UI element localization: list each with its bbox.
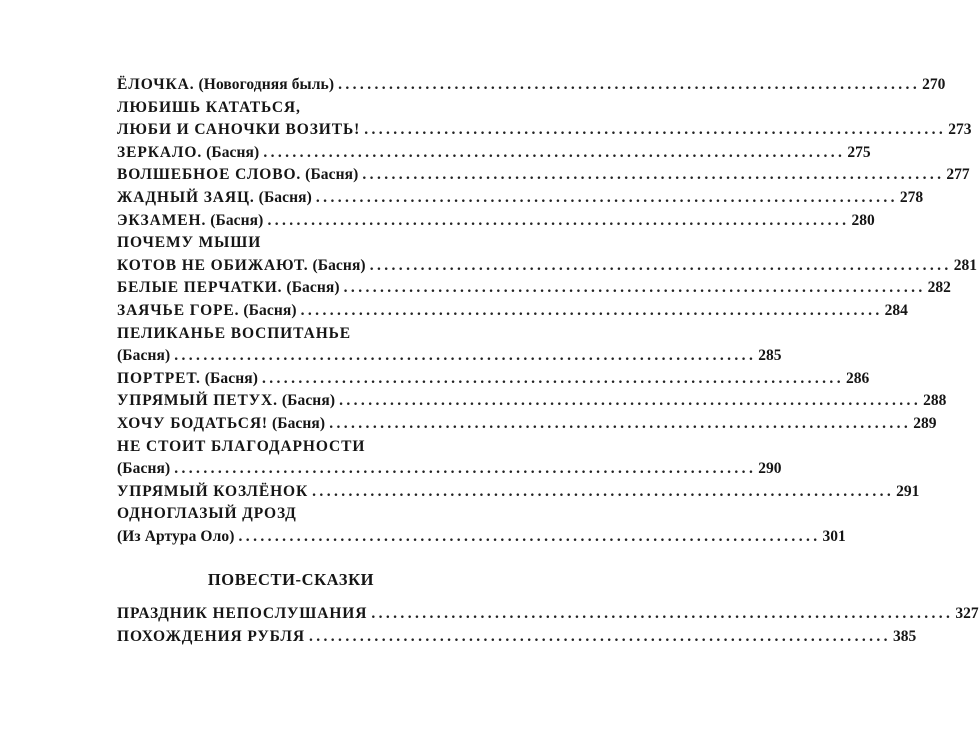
entry-subtitle: (Новогодняя быль) [194, 76, 335, 93]
entry-title: ЛЮБИ И САНОЧКИ ВОЗИТЬ! [117, 121, 361, 139]
entry-title: ПОРТРЕТ. [117, 369, 201, 387]
toc-line [117, 626, 917, 649]
page-number: 327 [955, 605, 979, 622]
entry-title: ЗЕРКАЛО. [117, 143, 203, 161]
page-number: 301 [822, 527, 846, 545]
toc-line [117, 255, 977, 278]
entry-title: ПОХОЖДЕНИЯ РУБЛЯ [117, 627, 305, 645]
toc-line [117, 164, 970, 187]
dot-leader: ................................................................................ [362, 166, 945, 184]
page-number: 270 [922, 76, 946, 93]
entry-title: КОТОВ НЕ ОБИЖАЮТ. [117, 256, 309, 274]
entry-subtitle: (Басня) [117, 347, 171, 365]
page-number: 282 [927, 279, 951, 297]
dot-leader: ................................................................................ [267, 211, 850, 229]
page-number: 277 [946, 166, 970, 184]
toc-entry[interactable] [117, 436, 782, 481]
toc-entry[interactable] [117, 503, 846, 548]
toc-line [117, 232, 465, 255]
toc-line [117, 300, 908, 323]
toc-fables [117, 74, 977, 548]
page-number: 291 [896, 482, 920, 500]
toc-entry[interactable] [117, 603, 979, 626]
page-number: 278 [899, 188, 924, 206]
page-number: 273 [948, 121, 972, 139]
toc-entry[interactable] [117, 210, 875, 233]
entry-subtitle: (Басня) [282, 279, 340, 297]
toc-line [117, 458, 782, 481]
toc-entry[interactable] [117, 413, 937, 436]
toc-entry[interactable] [117, 232, 977, 277]
toc-line [117, 390, 947, 413]
toc-entry[interactable] [117, 142, 871, 165]
toc-line [117, 481, 920, 504]
entry-title: ПРАЗДНИК НЕПОСЛУШАНИЯ [117, 605, 368, 622]
toc-line [117, 277, 951, 300]
dot-leader: ................................................................................ [312, 482, 895, 500]
toc-entry[interactable] [117, 368, 870, 391]
toc-line [117, 345, 782, 368]
entry-subtitle: (Басня) [206, 211, 264, 229]
dot-leader: ................................................................................ [174, 347, 757, 365]
page-number: 285 [758, 347, 782, 365]
entry-title: ОДНОГЛАЗЫЙ ДРОЗД [117, 505, 297, 523]
entry-title: ХОЧУ БОДАТЬСЯ! [117, 414, 268, 432]
dot-leader: ................................................................................ [343, 279, 926, 297]
dot-leader: ................................................................................ [174, 460, 757, 478]
entry-title: ВОЛШЕБНОЕ СЛОВО. [117, 166, 302, 184]
entry-title: ПЕЛИКАНЬЕ ВОСПИТАНЬЕ [117, 324, 352, 342]
entry-subtitle: (Басня) [117, 460, 171, 478]
toc-entry[interactable] [117, 97, 972, 142]
toc-entry[interactable] [117, 481, 920, 504]
page-number: 385 [892, 627, 917, 645]
dot-leader: ................................................................................ [371, 605, 954, 622]
entry-title: ЭКЗАМЕН. [117, 211, 207, 229]
toc-entry[interactable] [117, 164, 970, 187]
dot-leader: ................................................................................ [364, 121, 947, 139]
entry-title: ПОЧЕМУ МЫШИ [117, 234, 262, 252]
toc-entry[interactable] [117, 626, 917, 649]
page-number: 289 [913, 414, 937, 432]
toc-line [117, 503, 465, 526]
toc-line [117, 436, 465, 459]
entry-title: НЕ СТОИТ БЛАГОДАРНОСТИ [117, 437, 366, 455]
dot-leader: ................................................................................ [238, 527, 821, 545]
toc-line [117, 119, 972, 142]
entry-subtitle: (Басня) [239, 301, 297, 319]
toc-entry[interactable] [117, 323, 782, 368]
toc-entry[interactable] [117, 390, 947, 413]
page-number: 280 [851, 211, 875, 229]
toc-entry[interactable] [117, 74, 946, 97]
toc-line [117, 526, 846, 549]
section-heading: ПОВЕСТИ-СКАЗКИ [207, 570, 375, 589]
entry-title: ЖАДНЫЙ ЗАЯЦ. [117, 188, 255, 206]
entry-title: ЗАЯЧЬЕ ГОРЕ. [117, 301, 240, 319]
entry-subtitle: (Басня) [301, 166, 359, 184]
toc-line [117, 97, 465, 120]
entry-subtitle: (Басня) [200, 369, 258, 387]
toc-entry[interactable] [117, 300, 908, 323]
entry-subtitle: (Басня) [267, 414, 326, 432]
toc-entry[interactable] [117, 277, 951, 300]
page-number: 284 [884, 301, 908, 319]
dot-leader: ................................................................................ [261, 369, 844, 387]
page-number: 281 [953, 256, 977, 274]
page-number: 275 [847, 143, 871, 161]
toc-entry[interactable] [117, 187, 924, 210]
dot-leader: ................................................................................ [339, 392, 922, 410]
toc-line [117, 603, 979, 626]
toc-line [117, 142, 871, 165]
entry-title: БЕЛЫЕ ПЕРЧАТКИ. [117, 279, 283, 297]
page-number: 288 [923, 392, 947, 410]
entry-title: ЁЛОЧКА. [117, 76, 195, 93]
dot-leader: ................................................................................ [369, 256, 952, 274]
entry-title: ЛЮБИШЬ КАТАТЬСЯ, [117, 98, 301, 116]
entry-subtitle: (Басня) [202, 143, 260, 161]
entry-title: УПРЯМЫЙ КОЗЛЁНОК [117, 482, 309, 500]
toc-stories [117, 603, 979, 648]
dot-leader: ................................................................................ [338, 76, 921, 93]
entry-subtitle: (Из Артура Оло) [117, 527, 235, 545]
toc-line [117, 187, 924, 210]
entry-title: УПРЯМЫЙ ПЕТУХ. [117, 392, 278, 410]
entry-subtitle: (Басня) [277, 392, 336, 410]
dot-leader: ................................................................................ [300, 301, 883, 319]
page-number: 286 [845, 369, 870, 387]
page-number: 290 [758, 460, 782, 478]
entry-subtitle: (Басня) [308, 256, 366, 274]
dot-leader: ................................................................................ [315, 188, 898, 206]
dot-leader: ................................................................................ [329, 414, 912, 432]
entry-subtitle: (Басня) [254, 188, 312, 206]
dot-leader: ................................................................................ [308, 627, 891, 645]
dot-leader: ................................................................................ [263, 143, 846, 161]
toc-line [117, 368, 870, 391]
toc-line [117, 210, 875, 233]
toc-line [117, 413, 937, 436]
toc-line [117, 323, 465, 346]
toc-line [117, 74, 946, 97]
